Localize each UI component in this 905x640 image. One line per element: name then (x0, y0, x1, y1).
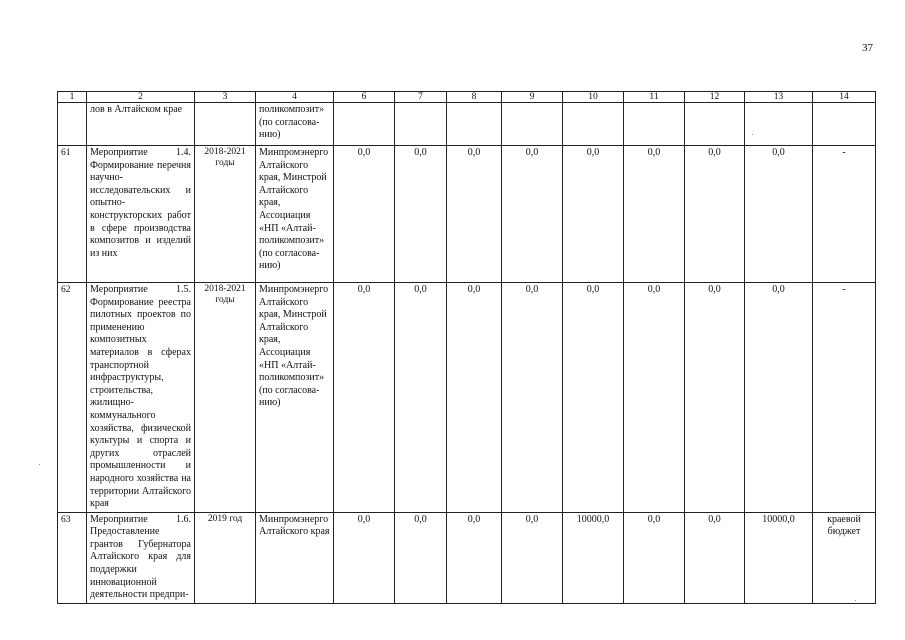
value-cell: 0,0 (502, 512, 563, 603)
row-number: 62 (58, 283, 87, 513)
value-cell: 0,0 (334, 283, 395, 513)
col-header: 6 (334, 92, 395, 103)
value-cell: 0,0 (395, 146, 447, 283)
col-header: 10 (563, 92, 624, 103)
measure-description: Мероприятие 1.6. Предоставление грантов Губернатора Алтайского края для поддержки инновационной деятельности предпри- (87, 512, 195, 603)
implementation-term: 2018-2021 годы (195, 283, 256, 513)
page-number: 37 (862, 42, 873, 54)
value-cell (745, 103, 813, 146)
col-header: 4 (256, 92, 334, 103)
row-number: 61 (58, 146, 87, 283)
value-cell: 0,0 (447, 146, 502, 283)
value-cell (447, 103, 502, 146)
value-cell: 0,0 (447, 512, 502, 603)
value-cell (624, 103, 685, 146)
value-cell: 0,0 (563, 146, 624, 283)
implementation-term: 2018-2021 годы (195, 146, 256, 283)
value-cell: 10000,0 (745, 512, 813, 603)
funding-source: краевой бюджет (813, 512, 876, 603)
col-header: 1 (58, 92, 87, 103)
funding-source: - (813, 146, 876, 283)
col-header: 9 (502, 92, 563, 103)
measure-description: Мероприятие 1.5. Формирование реестра пилотных проектов по применению композитных материалов в сферах транспортной инфраструктуры, строительства, жилищно-коммунального хозяйства, физической культуры и спорта и других отраслей промышленности и народного хозяйства на территории Алтайского края (87, 283, 195, 513)
value-cell: 0,0 (334, 146, 395, 283)
program-table (57, 91, 876, 604)
col-header: 13 (745, 92, 813, 103)
table-row (58, 283, 876, 513)
funding-source: - (813, 283, 876, 513)
row-number: 63 (58, 512, 87, 603)
value-cell: 0,0 (624, 512, 685, 603)
value-cell: 0,0 (563, 283, 624, 513)
value-cell: 0,0 (685, 283, 745, 513)
value-cell: 0,0 (624, 283, 685, 513)
measure-description: лов в Алтайском крае (87, 103, 195, 146)
scan-speck (855, 600, 856, 601)
executor: Минпромэнерго Алтайского края, Минстрой Алтайского края, Ассоциация «НП «Алтай-поликомпозит» (по согласова-нию) (256, 283, 334, 513)
measure-description: Мероприятие 1.4. Формирование перечня научно-исследовательских и опытно-конструкторских работ в сфере производства композитов и изделий из них (87, 146, 195, 283)
scan-speck (752, 134, 753, 135)
value-cell: 0,0 (395, 512, 447, 603)
col-header: 12 (685, 92, 745, 103)
value-cell: 0,0 (745, 283, 813, 513)
value-cell: 0,0 (502, 146, 563, 283)
value-cell: 0,0 (395, 283, 447, 513)
value-cell: 0,0 (502, 283, 563, 513)
col-header: 14 (813, 92, 876, 103)
implementation-term: 2019 год (195, 512, 256, 603)
value-cell: 0,0 (624, 146, 685, 283)
scan-speck (39, 464, 40, 465)
table-row (58, 146, 876, 283)
row-number (58, 103, 87, 146)
col-header: 8 (447, 92, 502, 103)
value-cell: 10000,0 (563, 512, 624, 603)
funding-source (813, 103, 876, 146)
value-cell (563, 103, 624, 146)
value-cell: 0,0 (685, 146, 745, 283)
executor: Минпромэнерго Алтайского края (256, 512, 334, 603)
executor: Минпромэнерго Алтайского края, Минстрой Алтайского края, Ассоциация «НП «Алтай-поликомпозит» (по согласова-нию) (256, 146, 334, 283)
col-header: 11 (624, 92, 685, 103)
implementation-term (195, 103, 256, 146)
value-cell: 0,0 (447, 283, 502, 513)
table-row (58, 103, 876, 146)
value-cell (395, 103, 447, 146)
value-cell: 0,0 (334, 512, 395, 603)
col-header: 3 (195, 92, 256, 103)
col-header: 7 (395, 92, 447, 103)
header-row (58, 92, 876, 103)
value-cell (685, 103, 745, 146)
table-row (58, 512, 876, 603)
value-cell: 0,0 (685, 512, 745, 603)
value-cell (502, 103, 563, 146)
value-cell: 0,0 (745, 146, 813, 283)
executor: поликомпозит» (по согласова-нию) (256, 103, 334, 146)
value-cell (334, 103, 395, 146)
col-header: 2 (87, 92, 195, 103)
